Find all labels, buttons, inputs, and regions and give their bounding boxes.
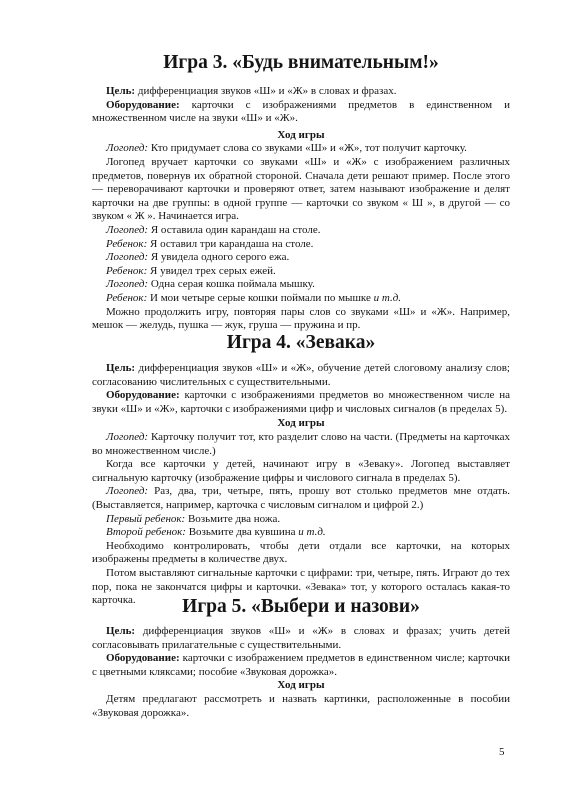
dialogue-line <box>92 526 510 540</box>
dialogue-line <box>92 251 510 265</box>
equipment-label: Оборудование: <box>106 389 180 402</box>
speaker-label: Логопед: <box>106 430 149 443</box>
speech-text: Раз, два, три, четыре, пять, прошу вот столько предметов мне отдать. (Выставляется, например, карточка с числовым сигналом и цифрой 2.) <box>92 485 510 511</box>
speaker-label: Ребенок: <box>106 264 148 277</box>
game3-paragraph: Можно продолжить игру, повторяя пары слов со звуками «Ш» и «Ж». Например, мешок — желудь, пушка — жук, груша — пружина и пр. <box>92 305 510 332</box>
speech-text: Я оставила один карандаш на столе. <box>148 223 321 236</box>
game4-procedure-heading: Ход игры <box>277 417 325 430</box>
speaker-label: Ребенок: <box>106 291 148 304</box>
equipment-text: карточки с изображением предметов в единственном числе; карточки с цветными кляксами; пособие «Звуковая дорожка». <box>92 652 510 678</box>
speech-text: Возьмите два кувшина <box>185 526 299 539</box>
speech-text: Я увидела одного серого ежа. <box>148 251 290 264</box>
game3-procedure-heading: Ход игры <box>277 128 325 141</box>
goal-text: дифференциация звуков «Ш» и «Ж» в словах и фразах. <box>135 85 397 97</box>
speaker-label: Второй ребенок: <box>106 526 186 539</box>
equipment-text: карточки с изображениями предметов во множественном числе на звуки «Ш» и «Ж», карточки с изображениями цифр и числовых сигналов (в пределах 5). <box>92 389 510 415</box>
dialogue-line <box>92 224 510 238</box>
speech-text: Я оставил три карандаша на столе. <box>147 237 314 250</box>
page-number: 5 <box>499 746 505 758</box>
game4-title: Игра 4. «Зевака» <box>226 332 376 353</box>
equipment-label: Оборудование: <box>106 652 180 665</box>
speaker-label: Логопед: <box>106 278 149 291</box>
game3-paragraph: Логопед вручает карточки со звуками «Ш» и «Ж» с изображением различных предметов, повернув их обратной стороной. Сначала дети решают пример. После этого — переворачивают карточки и проверяют ответ, затем называют изображение и делят карточки на две группы: в одной группе — карточки со звуком « Ш », в другой — со звуком « Ж ». Начинается игра. <box>92 155 510 223</box>
equipment-label: Оборудование: <box>106 98 180 111</box>
game4-paragraph <box>92 431 510 458</box>
dialogue-line <box>92 278 510 292</box>
game4-equipment <box>92 389 510 416</box>
game3-paragraph <box>92 142 510 156</box>
game5-goal <box>92 625 510 652</box>
game5-title: Игра 5. «Выбери и назови» <box>182 596 420 617</box>
game4-paragraph: Когда все карточки у детей, начинают игру в «Зеваку». Логопед выставляет сигнальную карточку (изображение цифры и числового сигнала в пределах 5). <box>92 458 510 484</box>
game5-procedure-heading: Ход игры <box>277 679 325 692</box>
speech-text: И мои четыре серые кошки поймали по мышке <box>147 291 374 304</box>
speaker-label: Логопед: <box>106 142 149 155</box>
speaker-label: Логопед: <box>106 223 149 236</box>
goal-label: Цель: <box>106 625 136 637</box>
dialogue-line <box>92 265 510 279</box>
speech-text: Возьмите два ножа. <box>185 512 281 525</box>
speech-text: Одна серая кошка поймала мышку. <box>148 278 315 291</box>
goal-label: Цель: <box>106 362 136 374</box>
goal-text: дифференциация звуков «Ш» и «Ж», обучение детей слоговому анализу слов; согласованию числительных с существительными. <box>92 362 510 388</box>
dialogue-line <box>92 292 510 306</box>
speaker-label: Первый ребенок: <box>106 512 186 525</box>
game3-equipment <box>92 99 510 126</box>
game3-section <box>92 52 510 333</box>
etc-mark: и т.д. <box>298 526 326 539</box>
game4-section <box>92 332 510 608</box>
game3-goal <box>92 85 510 99</box>
goal-label: Цель: <box>106 85 136 97</box>
game5-section <box>92 596 510 720</box>
speaker-label: Ребенок: <box>106 237 148 250</box>
speech-text: Кто придумает слова со звуками «Ш» и «Ж», тот получит карточку. <box>148 142 467 155</box>
game3-title: Игра 3. «Будь внимательным!» <box>163 52 439 73</box>
game5-paragraph: Детям предлагают рассмотреть и назвать картинки, расположенные в пособии «Звуковая дорожка». <box>92 692 510 719</box>
dialogue-line <box>92 513 510 527</box>
speech-text: Я увидел трех серых ежей. <box>147 264 276 277</box>
speaker-label: Логопед: <box>106 485 149 498</box>
dialogue-line <box>92 238 510 252</box>
equipment-text: карточки с изображениями предметов в единственном и множественном числе на звуки «Ш» и «Ж». <box>92 98 510 125</box>
game4-goal <box>92 362 510 389</box>
game4-paragraph: Потом выставляют сигнальные карточки с цифрами: три, четыре, пять. Играют до тех пор, пока не закончатся цифры и карточки. «Зевака» тот, у которого осталась какая-то карточка. <box>92 566 510 607</box>
goal-text: дифференциация звуков «Ш» и «Ж» в словах и фразах; учить детей согласовывать прилагательные с существительными. <box>92 625 510 651</box>
etc-mark: и т.д. <box>373 291 402 304</box>
game5-equipment <box>92 652 510 679</box>
speech-text: Карточку получит тот, кто разделит слово на части. (Предметы на карточках во множественном числе.) <box>92 430 510 457</box>
speaker-label: Логопед: <box>106 251 149 264</box>
game4-paragraph: Необходимо контролировать, чтобы дети отдали все карточки, на которых изображены предметы в количестве двух. <box>92 539 510 566</box>
game4-paragraph <box>92 485 510 512</box>
